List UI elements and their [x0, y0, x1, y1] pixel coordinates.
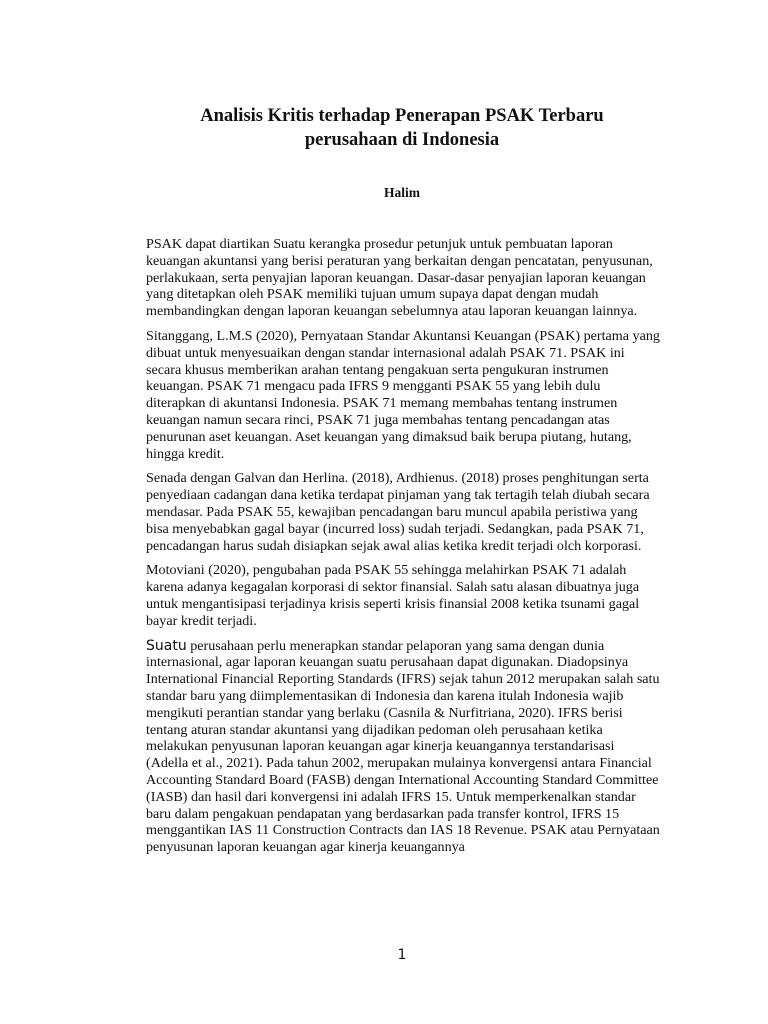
- paragraph-4: Motoviani (2020), pengubahan pada PSAK 55 sehingga melahirkan PSAK 71 adalah karena adanya kegagalan korporasi di sektor finansial. Salah satu alasan dibuatnya juga untuk mengantisipasi terjadinya krisis seperti krisis finansial 2008 ketika tsunami gagal bayar kredit terjadi.: [146, 562, 640, 629]
- paragraph-5-lead-word: Suatu: [146, 637, 187, 654]
- paragraph-2: Sitanggang, L.M.S (2020), Pernyataan Standar Akuntansi Keuangan (PSAK) pertama yang dibuat untuk menyesuaikan dengan standar internasional adalah PSAK 71. PSAK ini secara khusus memberikan arahan tentang pengakuan serta pengukuran instrumen keuangan. PSAK 71 mengacu pada IFRS 9 mengganti PSAK 55 yang lebih dulu diterapkan di akuntansi Indonesia. PSAK 71 memang membahas tentang instrumen keuangan namun secara rinci, PSAK 71 juga membahas tentang pencadangan atas penurunan aset keuangan. Aset keuangan yang dimaksud baik berupa piutang, hutang, hingga kredit.: [146, 327, 660, 462]
- paragraph-3: Senada dengan Galvan dan Herlina. (2018), Ardhienus. (2018) proses penghitungan serta penyediaan cadangan dana ketika terdapat pinjaman yang tak tertagih telah diubah secara mendasar. Pada PSAK 55, kewajiban pencadangan baru muncul apabila peristiwa yang bisa menyebabkan gagal bayar (incurred loss) sudah terjadi. Sedangkan, pada PSAK 71, pencadangan harus sudah disiapkan sejak awal alias ketika kredit terjadi olch korporasi.: [146, 470, 650, 554]
- paragraph-5-text: perusahaan perlu menerapkan standar pelaporan yang sama dengan dunia internasional, agar laporan keuangan suatu perusahaan dapat digunakan. Diadopsinya International Financial Reporting Standards (IFRS) sejak tahun 2012 merupakan salah satu standar baru yang diimplementasikan di Indonesia dan karena itulah Indonesia wajib mengikuti perantian standar yang berlaku (Casnila & Nurfitriana, 2020). IFRS berisi tentang aturan standar akuntansi yang dijadikan pedoman oleh perusahaan ketika melakukan penyusunan laporan keuangan agar kinerja keuangannya terstandarisasi (Adella et al., 2021). Pada tahun 2002, merupakan mulainya konvergensi antara Financial Accounting Standard Board (FASB) dengan International Accounting Standard Committee (IASB) dan hasil dari konvergensi ini adalah IFRS 15. Untuk memperkenalkan standar baru dalam pengakuan pendapatan yang berdasarkan pada transfer kontrol, IFRS 15 menggantikan IAS 11 Construction Contracts dan IAS 18 Revenue. PSAK atau Pernyataan penyusunan laporan keuangan agar kinerja keuangannya: [146, 637, 660, 856]
- document-body: [146, 236, 660, 864]
- paragraph-1: PSAK dapat diartikan Suatu kerangka prosedur petunjuk untuk pembuatan laporan keuangan akuntansi yang berisi peraturan yang berkaitan dengan pencatatan, penyusunan, perlakukaan, serta penyajian laporan keuangan. Dasar-dasar penyajian laporan keuangan yang ditetapkan oleh PSAK memiliki tujuan umum supaya dapat dengan mudah membandingkan dengan laporan keuangan sebelumnya atau laporan keuangan lainnya.: [146, 236, 653, 320]
- page-number: 1: [397, 947, 407, 963]
- title-line-1: Analisis Kritis terhadap Penerapan PSAK Terbaru: [200, 106, 604, 126]
- document-title: [146, 104, 658, 152]
- author-name: Halim: [384, 185, 420, 200]
- title-line-2: perusahaan di Indonesia: [304, 130, 500, 150]
- paragraph-5: [146, 638, 660, 856]
